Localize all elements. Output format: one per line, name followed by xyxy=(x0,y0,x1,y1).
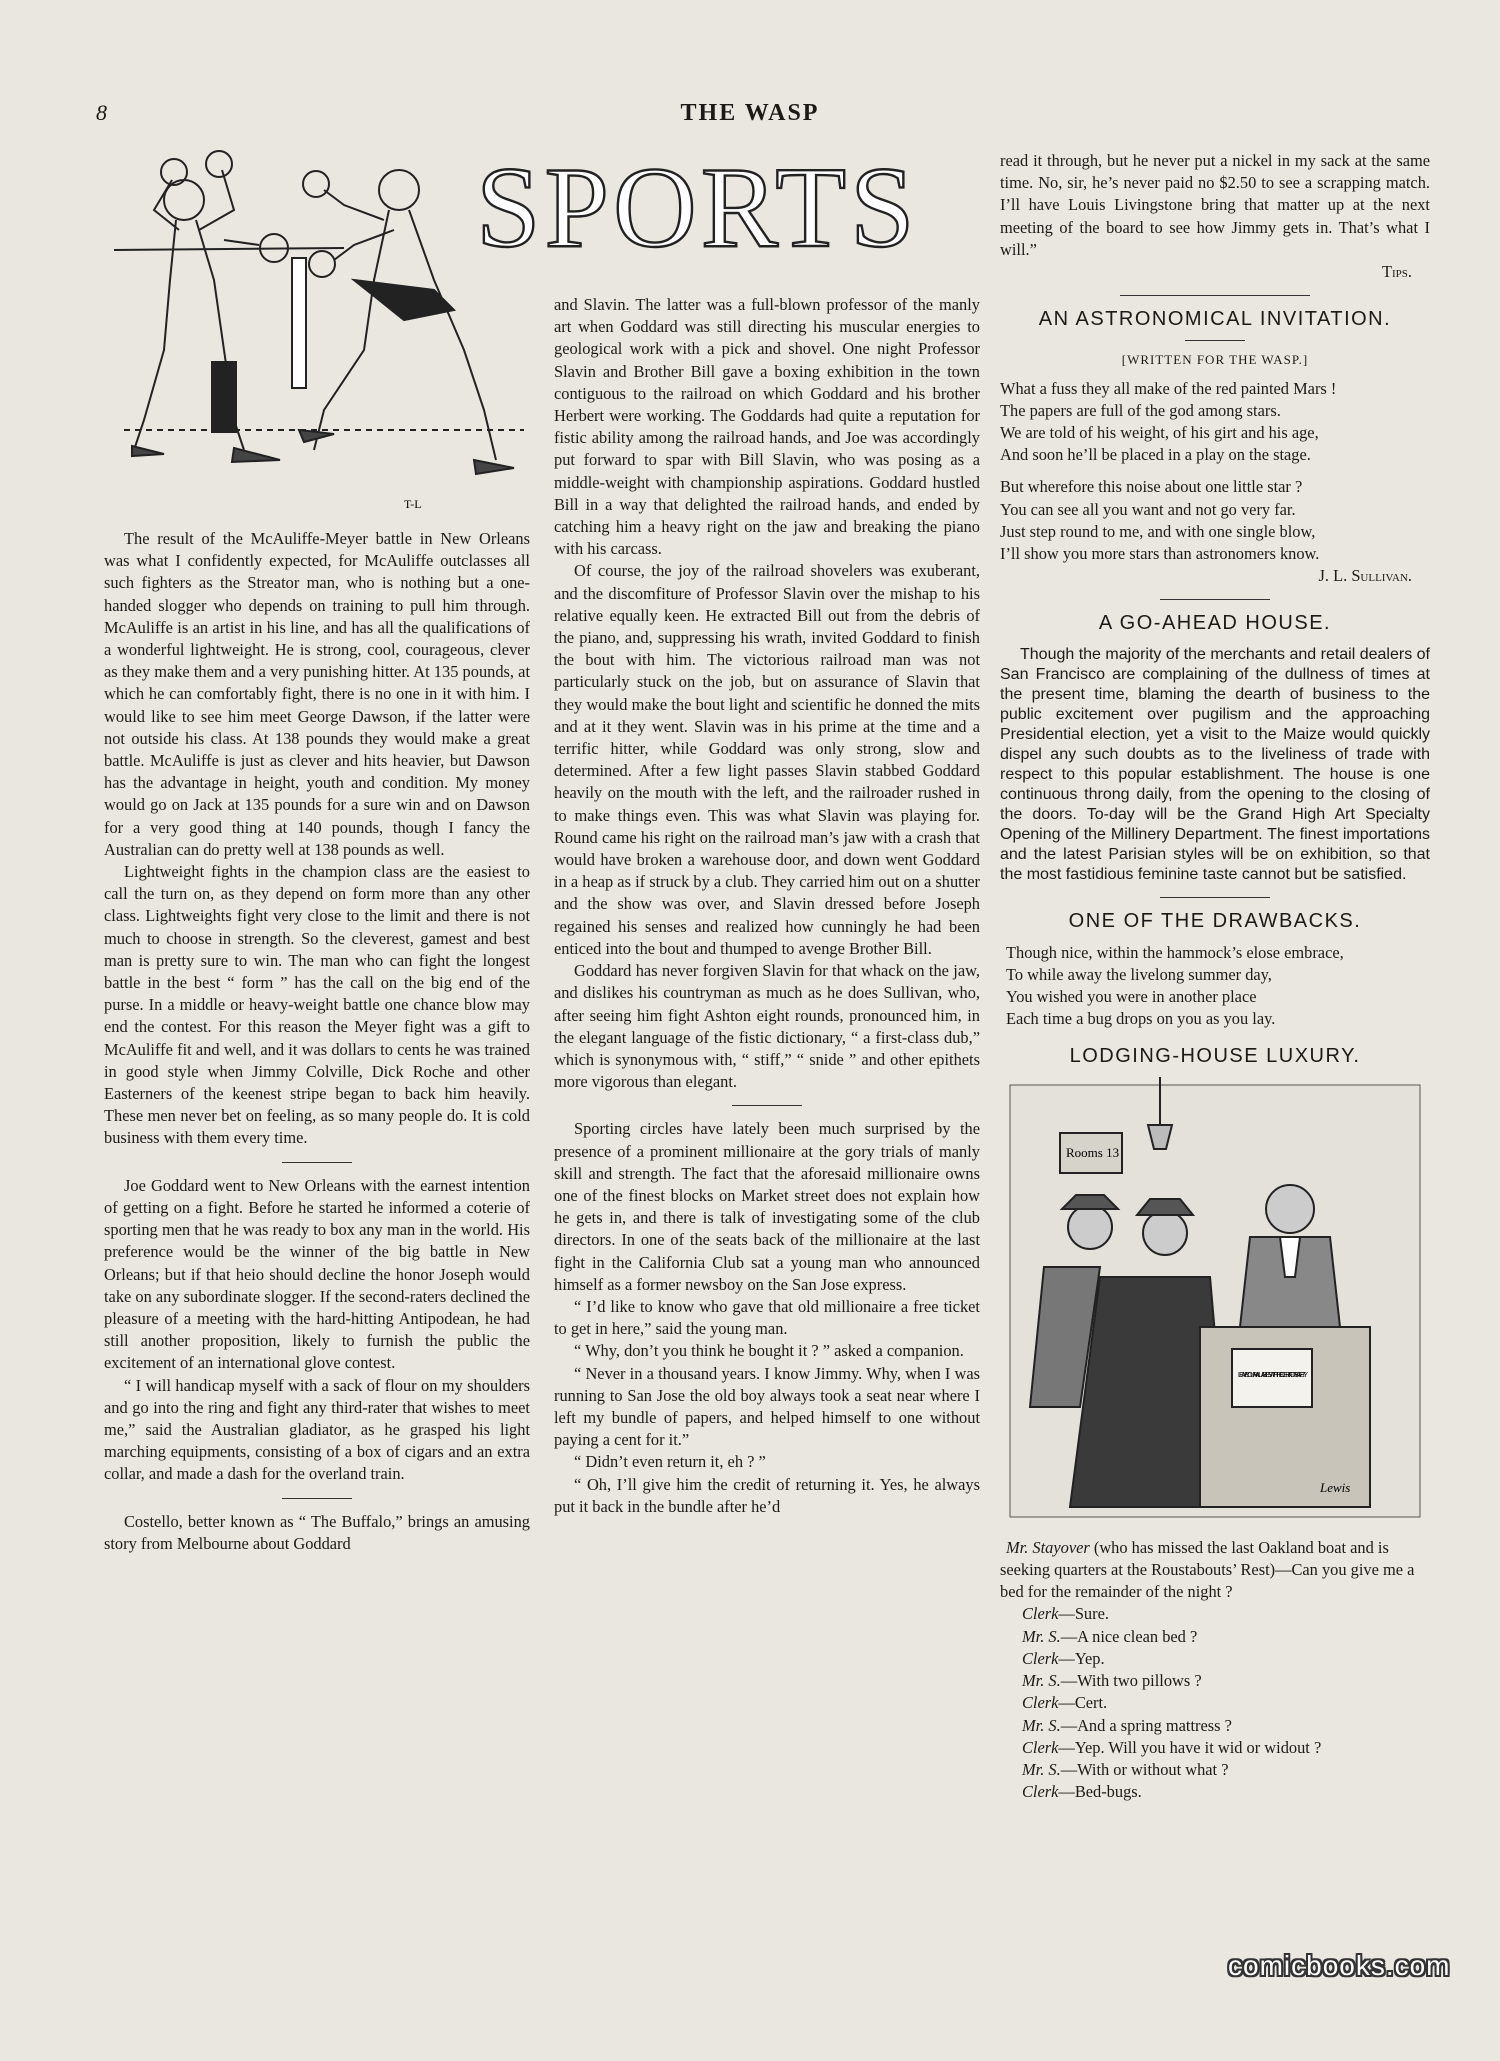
article-paragraph: The result of the McAuliffe-Meyer battle in New Orleans was what I confidently expected, for McAuliffe outclasses all such fighters as the Streator man, who is nothing but a one-handed slogger who depends on training to pull him through. McAuliffe is an artist in his line, and has all the qualifications of a wonderful lightweight. He is strong, cool, courageous, clever as they make them and a very punishing hitter. At 135 pounds, at which he can comfortably fight, there is no one in it with him. I would like to see him meet George Dawson, if the latter were not outside his class. At 138 pounds they would make a great battle. McAuliffe is just as clever and hits heavier, but Dawson has the advantage in height, youth and condition. My money would go on Jack at 135 pounds for a sure win and on Dawson for a very good thing at 140 pounds, though I fancy the Australian can do pretty well at 138 pounds as well. xyxy=(104,529,530,859)
speaker-name: Mr. S. xyxy=(1022,1715,1061,1735)
illustration-initials: T-L xyxy=(404,497,422,511)
speaker-name: Clerk xyxy=(1022,1782,1059,1802)
column-3 xyxy=(1000,150,1430,1803)
dialogue-text: —Sure. xyxy=(1058,1604,1109,1624)
dialogue-line xyxy=(1000,1648,1430,1670)
lodging-cartoon xyxy=(1000,1077,1430,1527)
poem-line: I’ll show you more stars than astronomers know. xyxy=(1000,544,1320,564)
poem xyxy=(1000,942,1430,1031)
dialogue-line xyxy=(1000,1759,1430,1781)
poem-line: Though nice, within the hammock’s elose embrace, xyxy=(1006,942,1344,962)
article-paragraph: Costello, better known as “ The Buffalo,” brings an amusing story from Melbourne about Goddard xyxy=(104,1511,530,1553)
dialogue-line xyxy=(1000,1715,1430,1737)
poem xyxy=(1000,378,1430,566)
poem-signature: J. L. Sullivan. xyxy=(1318,566,1412,586)
artist-signature: Lewis xyxy=(1320,1479,1351,1495)
caption-text: (who has missed the last Oakland boat and is seeking quarters at the Roustabouts’ Rest)—Can you give me a bed for the remainder of the night ? xyxy=(1000,1537,1415,1602)
speaker-name: Clerk xyxy=(1022,1648,1059,1668)
poem-line: Each time a bug drops on you as you lay. xyxy=(1006,1009,1276,1029)
desk-sign: LEAVE YOUR VALUABLES WITH THE CLERK FOR SAFETY xyxy=(1238,1371,1308,1379)
dialogue-line xyxy=(1000,1737,1430,1759)
section-divider xyxy=(732,1105,802,1106)
dialogue-text: —Yep. xyxy=(1058,1648,1105,1668)
dialogue-line xyxy=(1000,1626,1430,1648)
sports-title: SPORTS xyxy=(476,144,919,265)
dialogue-line xyxy=(1000,1670,1430,1692)
article-title: A GO-AHEAD HOUSE. xyxy=(1098,612,1332,635)
poem-line: The papers are full of the god among stars. xyxy=(1000,400,1281,420)
caption-intro xyxy=(1000,1537,1430,1604)
sports-title-lettering xyxy=(470,140,940,265)
poem-subtitle: [WRITTEN FOR THE WASP.] xyxy=(1121,352,1309,368)
masthead: THE WASP xyxy=(680,100,820,126)
dialogue-text: —Cert. xyxy=(1058,1693,1108,1713)
speaker-name: Clerk xyxy=(1022,1693,1059,1713)
site-watermark: comicbooks.com xyxy=(1228,1950,1451,1981)
article-paragraph: Of course, the joy of the railroad shovelers was exuberant, and the discomfiture of Professor Slavin over the mishap to his relative equally keen. He extracted Bill out from the debris of the piano, and, suppressing his wrath, invited Goddard to finish the bout with him. The victorious railroad man was not particularly stuck on the job, but on assurance of Slavin that they would make the bout light and scientific he donned the mits and at it they went. Slavin was in his prime at the time and a terrific hitter, while Goddard was only strong, slow and determined. After a few light passes Slavin stabbed Goddard heavily on the mouth with the left, and the railroader rushed in to make things even. This was what Slavin was playing for. Round came his right on the railroad man’s jaw with a crash that would have broken a warehouse door, and down went Goddard in a heap as if struck by a club. They carried him out on a shutter and the show was over, and Slavin dressed before Joseph regained his senses and realized how cunningly he had been enticed into the bout and thumped to avenge Brother Bill. xyxy=(554,561,980,958)
speaker-name: Mr. S. xyxy=(1022,1671,1061,1691)
dialogue-line xyxy=(1000,1692,1430,1714)
cartoon-title: LODGING-HOUSE LUXURY. xyxy=(1069,1044,1361,1067)
section-divider xyxy=(1120,295,1310,296)
poem-line: To while away the livelong summer day, xyxy=(1006,965,1272,985)
dialogue-text: —A nice clean bed ? xyxy=(1060,1626,1198,1646)
cartoon-caption xyxy=(1000,1537,1430,1803)
speaker-name: Clerk xyxy=(1022,1737,1059,1757)
article-paragraph: “ Oh, I’ll give him the credit of returning it. Yes, he always put it back in the bundle after he’d xyxy=(554,1474,980,1516)
article-paragraph: Lightweight fights in the champion class are the easiest to call the turn on, as they depend on form more than any other class. Lightweights fight very close to the limit and there is not much to choose in strength. So the cleverest, gamest and best man is pretty sure to win. The man who can fight the longest battle in the best “ form ” has the call on the big end of the purse. In a middle or heavy-weight battle one chance blow may end the contest. For this reason the Meyer fight was a gift to McAuliffe fit and well, and it was dollars to cents he was trained in good style when Jimmy Colville, Dick Roche and other Easterners of the keenest stripe began to back him heavily. These men never bet on feeling, as so many people do. It is cold business with them every time. xyxy=(104,862,530,1148)
column-1 xyxy=(104,528,530,1555)
article-paragraph: “ Never in a thousand years. I know Jimmy. Why, when I was running to San Jose the old boy always took a seat near where I left my bundle of papers, and helped himself to one without paying a cent for it.” xyxy=(554,1363,980,1450)
poem-line: And soon he’ll be placed in a play on the stage. xyxy=(1000,445,1311,465)
article-paragraph: “ Why, don’t you think he bought it ? ” asked a companion. xyxy=(574,1341,964,1361)
dialogue-text: —With two pillows ? xyxy=(1060,1671,1202,1691)
article-signature: Tips. xyxy=(1381,262,1412,282)
article-paragraph: Though the majority of the merchants and retail dealers of San Francisco are complaining of the dullness of times at the present time, blaming the dearth of business to the public excitement over pugilism and the approaching Presidential election, yet a visit to the Maize would quickly dispel any such doubts as to the liveliness of trade with respect to this popular establishment. The house is one continuous throng daily, from the opening to the closing of the doors. To-day will be the Grand High Art Specialty Opening of the Millinery Department. The finest importations and the latest Parisian styles will be on exhibition, so that the most fastidious feminine taste cannot but be satisfied. xyxy=(1000,645,1430,883)
article-paragraph: “ I’d like to know who gave that old millionaire a free ticket to get in here,” said the young man. xyxy=(554,1296,980,1339)
dialogue-line xyxy=(1000,1603,1430,1625)
article-paragraph: and Slavin. The latter was a full-blown professor of the manly art when Goddard was still directing his muscular energies to geological work with a pick and shovel. One night Professor Slavin and Brother Bill gave a boxing exhibition in the town contiguous to the railroad on which Goddard and his brother Herbert were working. The Goddards had quite a reputation for fistic ability among the railroad hands, and Joe was accordingly put forward to spar with Bill Slavin, who was posing as a middle-weight with championship aspirations. Goddard hustled Bill in a way that delighted the railroad hands, and ended by catching him a heavy right on the jaw and breaking the piano with his carcass. xyxy=(554,295,980,559)
rooms-sign: Rooms 13 xyxy=(1066,1144,1120,1160)
article-paragraph: “ Didn’t even return it, eh ? ” xyxy=(574,1452,766,1472)
section-divider xyxy=(282,1162,352,1163)
poem-line: Just step round to me, and with one single blow, xyxy=(1000,521,1316,541)
dialogue-text: —And a spring mattress ? xyxy=(1060,1715,1232,1735)
poem-title: AN ASTRONOMICAL INVITATION. xyxy=(1038,308,1392,331)
speaker-name: Mr. S. xyxy=(1022,1626,1061,1646)
poem-line: We are told of his weight, of his girt and his age, xyxy=(1000,423,1319,443)
section-divider xyxy=(282,1498,352,1499)
page-number: 8 xyxy=(96,100,107,125)
section-divider xyxy=(1160,599,1270,600)
dialogue-text: —Yep. Will you have it wid or widout ? xyxy=(1058,1737,1322,1757)
boxers-illustration xyxy=(104,150,524,520)
article-paragraph: Sporting circles have lately been much surprised by the presence of a prominent millionaire at the gory trials of manly skill and strength. The fact that the aforesaid millionaire owns one of the finest blocks on Market street does not explain how he gets in, and there is talk of investigating some of the club directors. In one of the seats back of the millionaire at the last fight in the California Club sat a young man who announced himself as a former newsboy on the San Jose express. xyxy=(554,1119,980,1294)
article-paragraph: read it through, but he never put a nickel in my sack at the same time. No, sir, he’s never paid no $2.50 to see a scrapping match. I’ll have Louis Livingstone bring that matter up at the next meeting of the board to see how Jimmy gets in. That’s what I will.” xyxy=(1000,151,1430,259)
column-2 xyxy=(554,294,980,1518)
poem-title: ONE OF THE DRAWBACKS. xyxy=(1068,909,1362,932)
speaker-name: Clerk xyxy=(1022,1604,1059,1624)
dialogue-line xyxy=(1000,1781,1430,1803)
poem-line: But wherefore this noise about one little star ? xyxy=(1000,477,1303,497)
speaker-name: Mr. S. xyxy=(1022,1759,1061,1779)
poem-line: What a fuss they all make of the red painted Mars ! xyxy=(1000,378,1337,398)
poem-line: You can see all you want and not go very far. xyxy=(1000,499,1296,519)
section-divider xyxy=(1160,897,1270,898)
article-paragraph: “ I will handicap myself with a sack of flour on my shoulders and go into the ring and fight any third-rater that wishes to meet me,” said the Australian gladiator, as he grasped his light marching equipments, consisting of a box of cigars and an extra collar, and made a dash for the overland train. xyxy=(104,1375,530,1484)
article-paragraph: Goddard has never forgiven Slavin for that whack on the jaw, and dislikes his countryman as much as he does Sullivan, who, after seeing him fight Ashton eight rounds, pronounced him, in the elegant language of the fistic dictionary, “ a first-class dub,” which is synonymous with, “ stiff,” “ snide ” and other epithets more vigorous than elegant. xyxy=(554,961,980,1092)
dialogue-text: —Bed-bugs. xyxy=(1058,1782,1142,1802)
article-paragraph: Joe Goddard went to New Orleans with the earnest intention of getting on a fight. Before he started he informed a coterie of sporting men that he was ready to box any man in the world. His preference would be the winner of the big battle in New Orleans; but if that heio should decline the honor Joseph would take on any subordinate slogger. If the second-raters declined the pleasure of a meeting with the hard-hitting Antipodean, he had still another proposition, likely to furnish the public the excitement of an international glove contest. xyxy=(104,1175,531,1373)
dialogue-text: —With or without what ? xyxy=(1060,1759,1229,1779)
speaker-name: Mr. Stayover xyxy=(1006,1537,1090,1557)
title-rule xyxy=(1185,340,1245,341)
poem-line: You wished you were in another place xyxy=(1006,987,1257,1007)
